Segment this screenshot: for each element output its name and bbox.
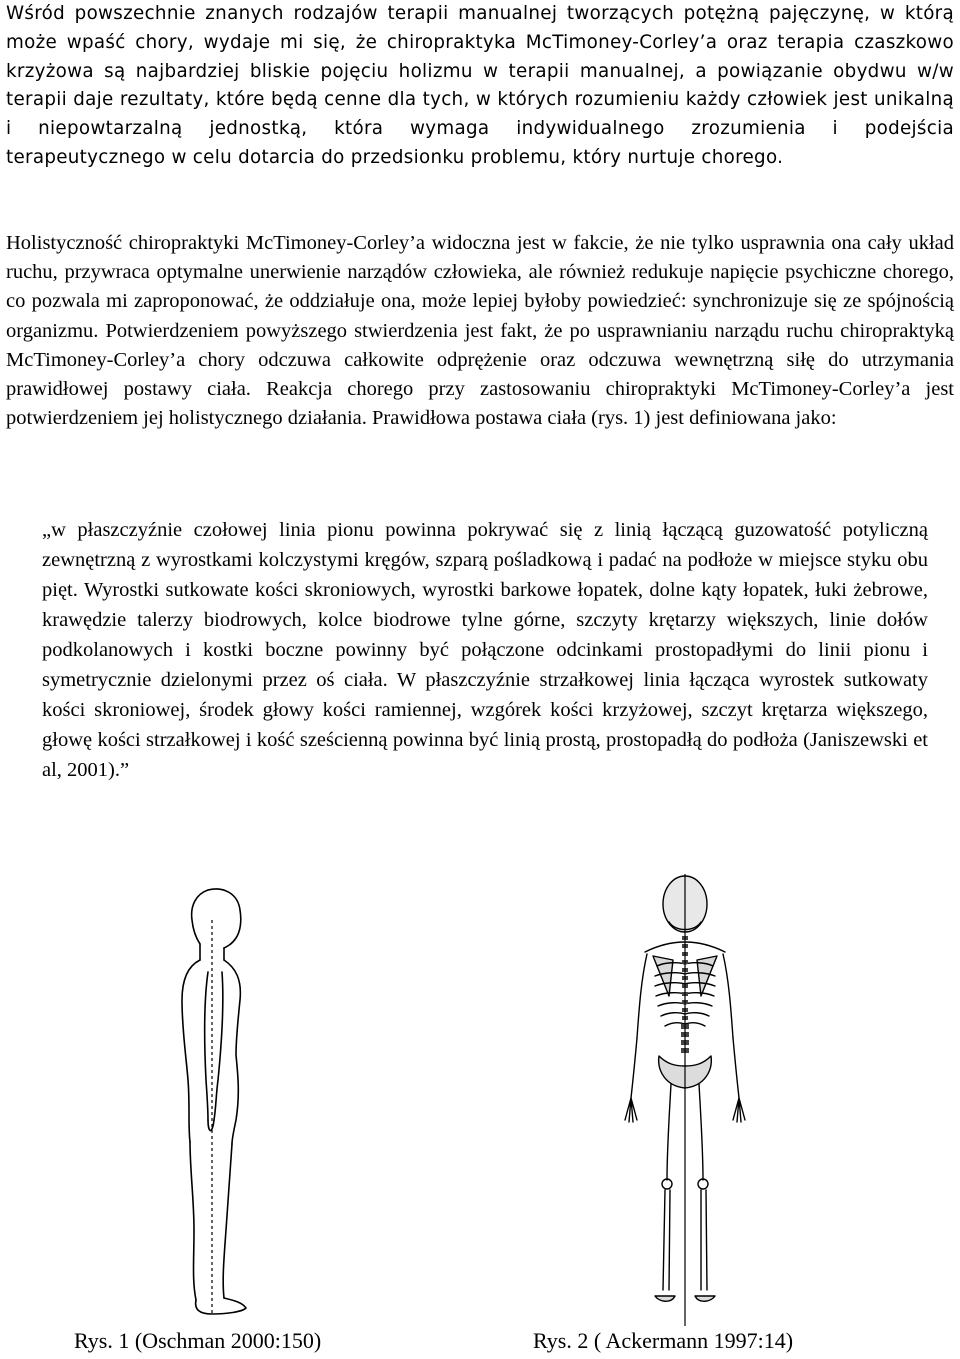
skeleton-back-view-icon	[595, 870, 775, 1330]
holism-paragraph: Holistyczność chiropraktyki McTimoney-Corley’a widoczna jest w fakcie, że nie tylko usprawnia ona cały układ ruchu, przywraca optymalne unerwienie narządów człowieka, ale również redukuje napięcie psychiczne chorego, co pozwala mi zaproponować, że oddziałuje ona, może lepiej byłoby powiedzieć: synchronizuje się ze spójnością organizmu. Potwierdzeniem powyższego stwierdzenia jest fakt, że po usprawnianiu narządu ruchu chiropraktyką McTimoney-Corley’a chory odczuwa całkowite odprężenie oraz odczuwa wewnętrzną siłę do utrzymania prawidłowej postawy ciała. Reakcja chorego przy zastosowaniu chiropraktyki McTimoney-Corley’a jest potwierdzeniem jej holistycznego działania. Prawidłowa postawa ciała (rys. 1) jest definiowana jako:	[6, 232, 954, 430]
posture-definition-quote: „w płaszczyźnie czołowej linia pionu powinna pokrywać się z linią łączącą guzowatość potyliczną zewnętrzną z wyrostkami kolczystymi kręgów, szparą pośladkową i padać na podłoże w miejsce styku obu pięt. Wyrostki sutkowate kości skroniowych, wyrostki barkowe łopatek, dolne kąty łopatek, łuki żebrowe, krawędzie talerzy biodrowych, kolce biodrowe tylne górne, szczyty krętarzy większych, linie dołów podkolanowych i kostki boczne powinny być połączone odcinkami prostopadłymi do linii pionu i symetrycznie dzielonymi przez oś ciała. W płaszczyźnie strzałkowej linia łącząca wyrostek sutkowaty kości skroniowej, środek głowy kości ramiennej, wzgórek kości krzyżowej, szczyt krętarza większego, głowę kości strzałkowej i kość sześcienną powinna być linią prostą, prostopadłą do podłoża (Janiszewski et al, 2001).”	[42, 519, 928, 781]
figure-2-caption: Rys. 2 ( Ackermann 1997:14)	[533, 1328, 794, 1353]
body-side-profile-posture-icon	[150, 880, 280, 1320]
intro-paragraph: Wśród powszechnie znanych rodzajów terapii manualnej tworzących potężną pajęczynę, w którą może wpaść chory, wydaje mi się, że chiropraktyka McTimoney-Corley’a oraz terapia czaszkowo krzyżowa są najbardziej bliskie pojęciu holizmu w terapii manualnej, a powiązanie obydwu w/w terapii daje rezultaty, które będą cenne dla tych, w których rozumieniu każdy człowiek jest unikalną i niepowtarzalną jednostką, która wymaga indywidualnego zrozumienia i podejścia terapeutycznego w celu dotarcia do przedsionku problemu, który nurtuje chorego.	[6, 3, 954, 168]
figure-1-caption: Rys. 1 (Oschman 2000:150)	[74, 1328, 322, 1353]
